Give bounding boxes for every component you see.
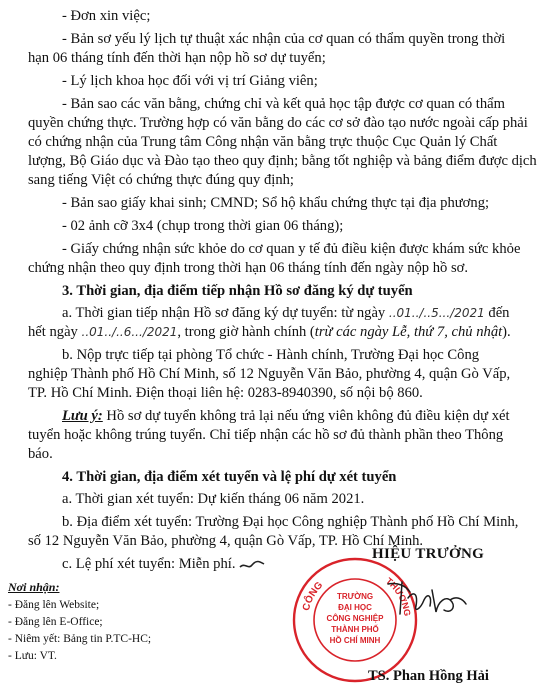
list-item: - Đơn xin việc; [62, 8, 151, 24]
text-line: số 12 Nguyễn Văn Bảo, phường 4, quận Gò Vấp, TP. Hồ Chí Minh. [28, 533, 424, 549]
text-line: hết ngày [28, 324, 78, 340]
text-line: b. Nộp trực tiếp tại phòng Tổ chức - Hành chính, Trường Đại học Công [62, 347, 480, 363]
text-line: a. Thời gian xét tuyển: Dự kiến tháng 06 năm 2021. [62, 491, 365, 507]
svg-text:CÔNG NGHIỆP: CÔNG NGHIỆP [326, 614, 384, 623]
list-item: - Bản sơ yếu lý lịch tự thuật xác nhận của cơ quan có thẩm quyền trong thời [62, 31, 506, 47]
text-line: c. Lệ phí xét tuyển: Miễn phí. [62, 556, 236, 572]
text-line [28, 324, 511, 341]
handwritten-date: ..01../..5.../2021 [388, 306, 485, 320]
handwritten-signature-icon [380, 572, 470, 632]
list-item: - Bản sao các văn bằng, chứng chỉ và kết quả học tập được cơ quan có thẩm [62, 96, 505, 112]
text-line: chứng nhận theo quy định trong thời hạn 06 tháng tính đến ngày nộp hồ sơ. [28, 260, 469, 276]
text-line: đến [488, 305, 510, 321]
svg-text:ĐẠI HỌC: ĐẠI HỌC [338, 603, 372, 612]
recipient-item: - Đăng lên Website; [8, 599, 100, 611]
recipients-title: Nơi nhận: [8, 580, 60, 594]
handwritten-mark-icon [239, 558, 265, 572]
text-line: Hồ sơ dự tuyển không trả lại nếu ứng viên không đủ điều kiện dự xét [102, 408, 510, 424]
text-line [62, 305, 509, 322]
list-item: - Giấy chứng nhận sức khỏe do cơ quan y tế đủ điều kiện được khám sức khỏe [62, 241, 521, 257]
text-line: có chứng nhận của Trung tâm Công nhận văn bằng trực thuộc Cục Quản lý Chất [28, 134, 498, 150]
list-item: - 02 ảnh cỡ 3x4 (chụp trong thời gian 06 tháng); [62, 218, 344, 234]
note-label: Lưu ý: [62, 408, 103, 424]
recipient-item: - Đăng lên E-Office; [8, 616, 103, 628]
text-line: tuyển hoặc không trúng tuyển. Chỉ tiếp nhận các hồ sơ đủ thành phần theo Thông [28, 427, 504, 443]
recipient-item: - Lưu: VT. [8, 650, 57, 662]
text-line [62, 556, 265, 573]
text-line [62, 408, 510, 425]
italic-note: trừ các ngày Lễ, thứ 7, chủ nhật [314, 324, 503, 340]
text-line: báo. [28, 446, 53, 462]
text-line: lượng, Bộ Giáo dục và Đào tạo theo quy định; bằng tốt nghiệp và bảng điểm được dịch [28, 153, 537, 169]
text-line: hạn 06 tháng tính đến thời hạn nộp hồ sơ dự tuyển; [28, 50, 326, 66]
handwritten-date: ..01../..6.../2021 [81, 325, 178, 339]
text-line: quyền chứng thực. Trường hợp có văn bằng do các cơ sở đào tạo nước ngoài cấp phải [28, 115, 528, 131]
text-line: , trong giờ hành chính ( [177, 324, 315, 340]
signer-title: HIỆU TRƯỞNG [372, 546, 485, 562]
text-line: TP. Hồ Chí Minh. Điện thoại liên hệ: 0283-8940390, số nội bộ 860. [28, 385, 423, 401]
text-line: a. Thời gian tiếp nhận Hồ sơ đăng ký dự tuyển: từ ngày [62, 305, 386, 321]
svg-text:HỒ CHÍ MINH: HỒ CHÍ MINH [329, 636, 381, 645]
svg-text:TRƯỜNG: TRƯỜNG [336, 592, 374, 601]
text-line: sang tiếng Việt có chứng thực đúng quy định; [28, 172, 294, 188]
svg-text:CÔNG: CÔNG [300, 579, 326, 612]
svg-text:THÀNH PHỐ: THÀNH PHỐ [331, 625, 379, 634]
signer-name: TS. Phan Hồng Hải [368, 668, 489, 684]
list-item: - Lý lịch khoa học đối với vị trí Giảng viên; [62, 73, 318, 89]
recipient-item: - Niêm yết: Bảng tin P.TC-HC; [8, 633, 152, 645]
list-item: - Bản sao giấy khai sinh; CMND; Sổ hộ khẩu chứng thực tại địa phương; [62, 195, 490, 211]
section-heading: 4. Thời gian, địa điểm xét tuyển và lệ phí dự xét tuyển [62, 469, 397, 485]
svg-text:THƯƠNG: THƯƠNG [383, 575, 413, 617]
text-line: b. Địa điểm xét tuyển: Trường Đại học Công nghiệp Thành phố Hồ Chí Minh, [62, 514, 519, 530]
text-line: nghiệp Thành phố Hồ Chí Minh, số 12 Nguyễn Văn Bảo, phường 4, quận Gò Vấp, [28, 366, 511, 382]
text-line: ). [502, 324, 511, 340]
section-heading: 3. Thời gian, địa điểm tiếp nhận Hồ sơ đăng ký dự tuyển [62, 283, 413, 299]
